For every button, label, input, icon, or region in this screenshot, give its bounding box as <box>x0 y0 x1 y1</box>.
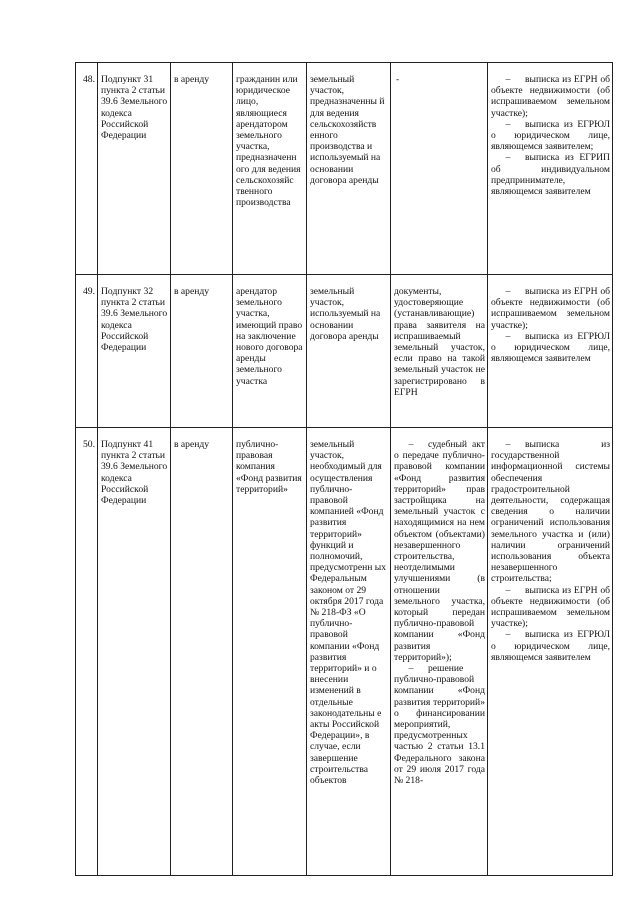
list-dash: – <box>408 439 414 450</box>
legal-basis-cell: Подпункт 31 пункта 2 статьи 39.6 Земельного кодекса Российской Федерации <box>98 63 171 275</box>
request-item <box>491 74 610 119</box>
document-item <box>394 439 485 663</box>
land-plot-cell: земельный участок, используемый на основании договора аренды <box>307 275 391 428</box>
request-text: выписка из ЕГРН об объекте недвижимости (об испрашиваемом земельном участке); <box>491 286 610 331</box>
row-number: 50. <box>76 428 98 876</box>
request-item <box>491 331 610 365</box>
applicant-documents-cell <box>391 63 488 275</box>
row-number: 48. <box>76 63 98 275</box>
applicant-cell: гражданин или юридическое лицо, являющиеся арендатором земельного участка, предназначенн ого для ведения сельскохозяйс твенного производства <box>233 63 307 275</box>
document-text: решение публично-правовой компании «Фонд развития территорий» о финансировании мероприятий, предусмотренных частью 2 статьи 13.1 Федерального закона от 29 июля 2017 года № 218- <box>394 663 485 787</box>
applicant-cell: арендатор земельного участка, имеющий право на заключение нового договора аренды земельного участка <box>233 275 307 428</box>
grant-type-cell: в аренду <box>171 428 233 876</box>
request-item <box>491 152 610 197</box>
table-body <box>76 63 613 876</box>
applicant-documents-cell <box>391 275 488 428</box>
list-dash: – <box>505 74 511 85</box>
request-item <box>491 286 610 331</box>
legal-basis-cell: Подпункт 32 пункта 2 статьи 39.6 Земельного кодекса Российской Федерации <box>98 275 171 428</box>
document-item: - <box>396 74 400 85</box>
grant-type-cell: в аренду <box>171 275 233 428</box>
request-item <box>491 585 610 630</box>
requested-documents-cell <box>488 428 613 876</box>
request-text: выписка из ЕГРЮЛ о юридическом лице, являющемся заявителем; <box>491 118 610 153</box>
request-text: выписка из ЕГРЮЛ о юридическом лице, являющемся заявителем <box>491 330 610 365</box>
request-text: выписка из ЕГРИП об индивидуальном предпринимателе, являющемся заявителем <box>491 152 610 198</box>
legal-basis-cell: Подпункт 41 пункта 2 статьи 39.6 Земельного кодекса Российской Федерации <box>98 428 171 876</box>
list-dash: – <box>505 118 511 130</box>
list-dash: – <box>505 584 511 596</box>
request-text: выписка из ЕГРН об объекте недвижимости (об испрашиваемом земельном участке); <box>491 584 610 630</box>
list-dash: – <box>505 330 511 342</box>
grant-type-cell: в аренду <box>171 63 233 275</box>
request-text: выписка из государственной информационной системы обеспечения градостроительной деятельности, содержащая сведения о наличии ограничений использования земельного участка и (или) наличии ограничений использования объекта незавершенного строительства; <box>491 439 610 585</box>
document-text: судебный акт о передаче публично-правовой компании «Фонд развития территорий» прав застройщика на земельный участок с находящимися на нем объектом (объектами) незавершенного строительства, неотделимыми улучшениями (в отношении земельного участка, который передан публично-правовой компании «Фонд развития территорий»); <box>394 439 485 663</box>
table-row <box>76 428 613 876</box>
list-dash: – <box>505 286 511 297</box>
applicant-documents-cell <box>391 428 488 876</box>
list-dash: – <box>408 663 414 675</box>
request-item <box>491 439 610 585</box>
requested-documents-cell <box>488 63 613 275</box>
land-plot-cell: земельный участок, необходимый для осуществления публично-правовой компанией «Фонд развития территорий» функций и полномочий, предусмотренн ых Федеральным законом от 29 октября 2017 года № 218-ФЗ «О публично-правовой компании «Фонд развития территорий» и о внесении изменений в отдельные законодательны е акты Российской Федерации», в случае, если завершение строительства объектов <box>307 428 391 876</box>
request-text: выписка из ЕГРЮЛ о юридическом лице, являющемся заявителем <box>491 629 610 663</box>
applicant-cell: публично-правовая компания «Фонд развития территорий» <box>233 428 307 876</box>
requested-documents-cell <box>488 275 613 428</box>
request-item <box>491 629 610 663</box>
land-plots-table <box>75 62 613 876</box>
row-number: 49. <box>76 275 98 428</box>
table-row <box>76 275 613 428</box>
land-plot-cell: земельный участок, предназначенны й для ведения сельскохозяйств енного производства и используемый на основании договора аренды <box>307 63 391 275</box>
document-item <box>394 663 485 786</box>
request-text: выписка из ЕГРН об объекте недвижимости (об испрашиваемом земельном участке); <box>491 74 610 119</box>
request-item <box>491 119 610 153</box>
list-dash: – <box>505 152 511 164</box>
list-dash: – <box>505 629 511 641</box>
document-item: документы, удостоверяющие (устанавливающие) права заявителя на испрашиваемый земельный участок, если право на такой земельный участок не зарегистрировано в ЕГРН <box>394 286 485 398</box>
list-dash: – <box>505 439 511 450</box>
table-row <box>76 63 613 275</box>
